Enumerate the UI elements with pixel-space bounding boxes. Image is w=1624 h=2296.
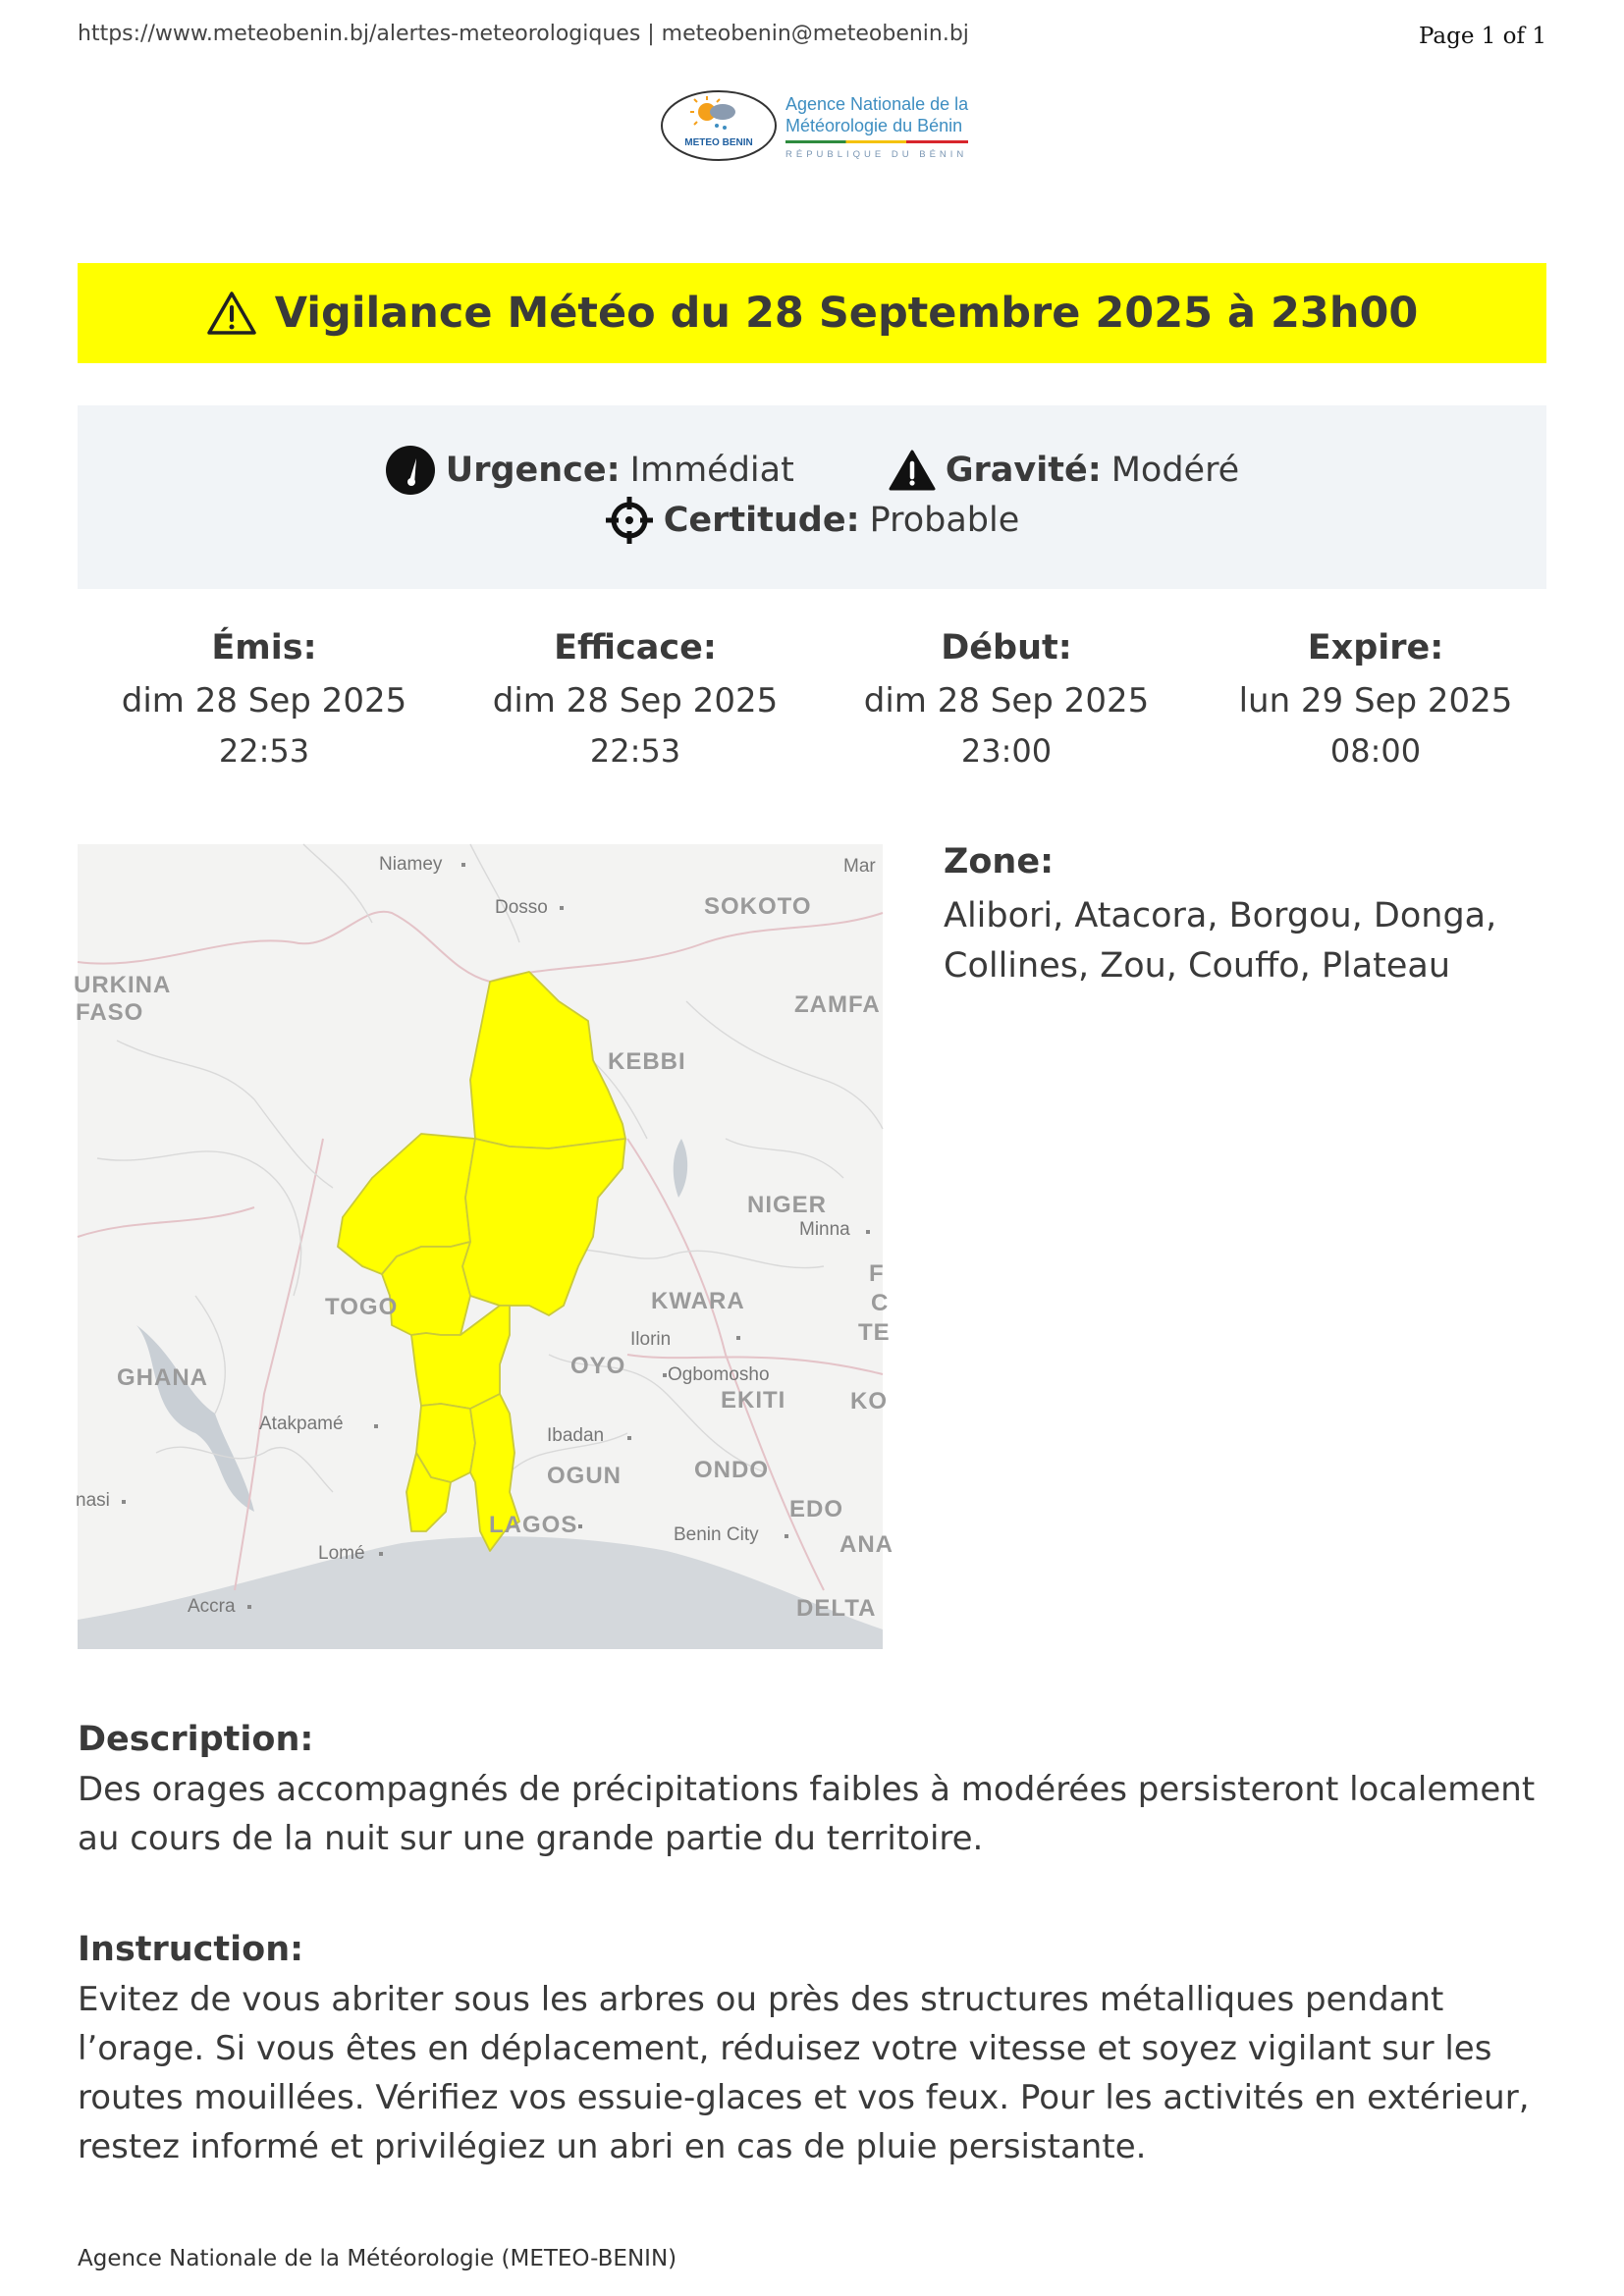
map-label: KEBBI (608, 1048, 686, 1075)
logo-badge-text: METEO BENIN (684, 137, 753, 148)
logo-line1: Agence Nationale de la (785, 94, 969, 114)
map-label: KWARA (651, 1288, 745, 1314)
map-label: TOGO (325, 1294, 399, 1320)
certitude-value: Probable (869, 501, 1020, 540)
map-label: Ibadan (547, 1425, 605, 1446)
urgence-value: Immédiat (629, 451, 794, 490)
header-url-line[interactable]: https://www.meteobenin.bj/alertes-meteorologiques | meteobenin@meteobenin.bj (78, 22, 969, 46)
logo-line3: RÉPUBLIQUE DU BÉNIN (785, 149, 968, 160)
date-label: Émis: (211, 628, 317, 667)
zone-label: Zone: (944, 842, 1055, 881)
map-label: NIGER (747, 1192, 828, 1218)
map-label: SOKOTO (704, 893, 812, 920)
gauge-icon (385, 445, 436, 496)
date-expire (1189, 628, 1562, 770)
map-label: OYO (570, 1353, 626, 1379)
description-section (78, 1720, 1550, 1863)
exclamation-triangle-icon (889, 450, 936, 491)
alert-dates (78, 628, 1546, 775)
logo-flag-stripe (785, 140, 968, 143)
map-label: ANA (839, 1531, 893, 1558)
description-label: Description: (78, 1720, 314, 1759)
page-header (78, 22, 1546, 57)
map-label: URKINA (74, 972, 172, 998)
date-label: Expire: (1307, 628, 1444, 667)
date-time: 23:00 (960, 732, 1053, 770)
date-label: Début: (941, 628, 1072, 667)
date-label: Efficace: (554, 628, 717, 667)
date-time: 08:00 (1329, 732, 1422, 770)
map-label: Ogbomosho (668, 1364, 770, 1385)
map-label: Atakpamé (259, 1414, 344, 1434)
map-label: Niamey (379, 854, 443, 875)
map-label: EDO (789, 1496, 844, 1522)
date-day: dim 28 Sep 2025 (121, 681, 407, 721)
description-text: Des orages accompagnés de précipitations faibles à modérées persisteront localement au cours de la nuit sur une grande partie du territoire. (78, 1770, 1536, 1858)
warning-triangle-icon (206, 291, 257, 336)
map-label: nasi (76, 1490, 110, 1511)
date-time: 22:53 (218, 732, 310, 770)
map-label: ONDO (694, 1457, 769, 1483)
instruction-section (78, 1930, 1550, 2171)
date-day: dim 28 Sep 2025 (492, 681, 779, 721)
map-label: F (869, 1260, 885, 1287)
map-label: Benin City (674, 1524, 759, 1545)
page-number: Page 1 of 1 (1418, 24, 1546, 49)
map-label: DELTA (796, 1595, 877, 1622)
zone-section (944, 842, 1533, 991)
map-label: OGUN (547, 1463, 622, 1489)
map-label: Dosso (495, 897, 548, 918)
map-label: KO (850, 1388, 888, 1415)
map-label: ZAMFA (794, 991, 881, 1018)
map-label: C (871, 1290, 890, 1316)
map-label: FASO (76, 999, 144, 1026)
urgence-item (385, 445, 794, 496)
date-day: lun 29 Sep 2025 (1238, 681, 1513, 721)
zone-value: Alibori, Atacora, Borgou, Donga, Collines, Zou, Couffo, Plateau (944, 896, 1497, 986)
gravite-label: Gravité: (945, 451, 1102, 490)
map-canvas (78, 844, 883, 1649)
logo-badge-icon (660, 88, 778, 163)
map-label: LAGOS (489, 1512, 578, 1538)
alert-map[interactable] (74, 844, 893, 1649)
alert-banner (78, 263, 1546, 363)
certitude-label: Certitude: (663, 501, 860, 540)
meteo-benin-logo (660, 88, 974, 167)
logo-line2: Météorologie du Bénin (785, 116, 963, 135)
instruction-text: Evitez de vous abriter sous les arbres ou près des structures métalliques pendant l’orage. Si vous êtes en déplacement, réduisez votre vitesse et soyez vigilant sur les routes mouillées. Vérifiez vos essuie-glaces et vos feux. Pour les activités en extérieur, restez informé et privilégiez un abri en cas de pluie persistante. (78, 1980, 1530, 2166)
gravite-item (889, 450, 1239, 491)
crosshairs-icon (605, 496, 654, 545)
map-label: GHANA (117, 1364, 208, 1391)
gravite-value: Modéré (1110, 451, 1240, 490)
map-label: EKITI (721, 1387, 786, 1414)
date-day: dim 28 Sep 2025 (863, 681, 1150, 721)
urgence-label: Urgence: (445, 451, 621, 490)
map-label: Lomé (318, 1543, 365, 1564)
map-label: Ilorin (630, 1329, 672, 1350)
alert-severity-panel (78, 405, 1546, 589)
certitude-item (605, 496, 1020, 545)
date-emis (78, 628, 451, 770)
page-footer: Agence Nationale de la Météorologie (METEO-BENIN) (78, 2246, 677, 2271)
map-label: TE (858, 1319, 891, 1346)
alert-title: Vigilance Météo du 28 Septembre 2025 à 23h00 (274, 289, 1419, 338)
date-efficace (449, 628, 822, 770)
map-label: Mar (843, 856, 876, 877)
date-time: 22:53 (589, 732, 681, 770)
date-debut (820, 628, 1193, 770)
map-label: Minna (799, 1219, 850, 1240)
map-label: Accra (188, 1596, 236, 1617)
instruction-label: Instruction: (78, 1930, 304, 1969)
